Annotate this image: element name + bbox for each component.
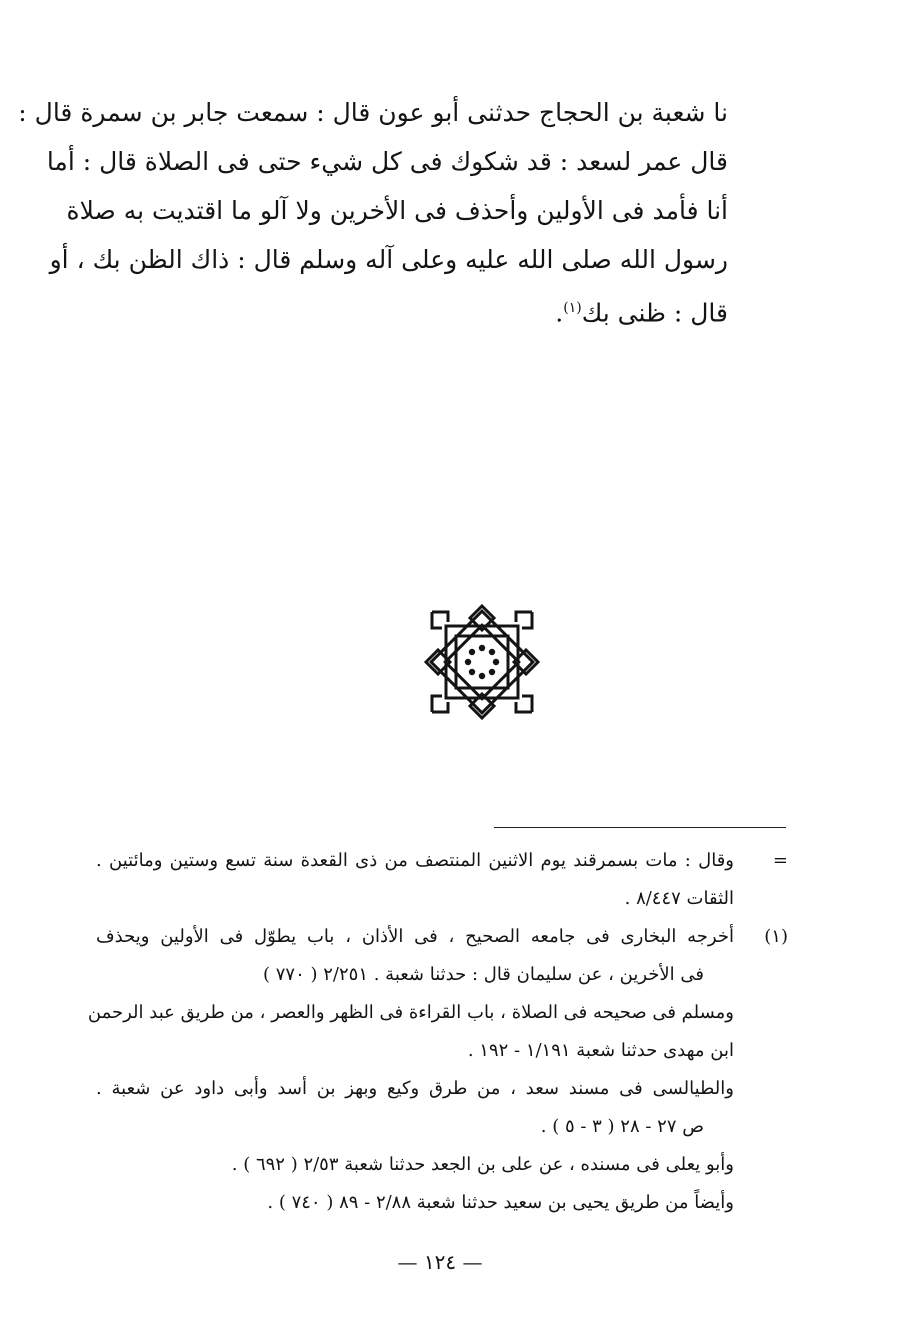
footnote-line [96, 956, 788, 994]
footnote-text: ومسلم فى صحيحه فى الصلاة ، باب القراءة فى الظهر والعصر ، من طريق عبد الرحمن [87, 1002, 734, 1023]
footnote-number: (١) [764, 926, 788, 947]
footnote-text: وقال : مات بسمرقند يوم الاثنين المنتصف من ذى القعدة سنة تسع وستين ومائتين . [96, 850, 734, 871]
main-text-line: أنا فأمد فى الأولين وأحذف فى الأخرين ولا آلو ما اقتديت به صلاة [66, 196, 728, 225]
footnote-text: والطيالسى فى مسند سعد ، من طرق وكيع وبهز بن أسد وأبى داود عن شعبة . [96, 1078, 734, 1099]
footnote-line [96, 1108, 788, 1146]
footnote-line [96, 1032, 788, 1070]
footnote-line [96, 880, 788, 918]
footnote-separator [494, 827, 786, 828]
footnote-text: وأبو يعلى فى مسنده ، عن على بن الجعد حدثنا شعبة ٢/٥٣ ( ٦٩٢ ) . [231, 1154, 734, 1175]
main-text-line: قال : ظنى بك [581, 298, 728, 328]
footnotes-block [87, 842, 788, 1222]
main-text-line: نا شعبة بن الحجاج حدثنى أبو عون قال : سمعت جابر بن سمرة قال : [18, 98, 728, 127]
footnote-text: أخرجه البخارى فى جامعه الصحيح ، فى الأذان ، باب يطوّل فى الأولين ويحذف [96, 926, 734, 947]
end-punctuation: . [555, 298, 564, 328]
footnote-text: الثقات ٨/٤٤٧ . [624, 888, 734, 909]
footnote-line [96, 918, 788, 956]
footnote-text: ابن مهدى حدثنا شعبة ١/١٩١ - ١٩٢ . [467, 1040, 734, 1061]
footnote-text: وأيضاً من طريق يحيى بن سعيد حدثنا شعبة ٢/٨٨ - ٨٩ ( ٧٤٠ ) . [267, 1192, 734, 1213]
footnote-reference[interactable]: (١) [563, 300, 582, 316]
main-text-last-line [100, 284, 728, 333]
footnote-line [96, 1146, 788, 1184]
footnote-line [96, 1184, 788, 1222]
footnote-line [96, 842, 788, 880]
footnote-line [96, 1070, 788, 1108]
main-text-line: قال عمر لسعد : قد شكوك فى كل شيء حتى فى الصلاة قال : أما [46, 147, 728, 176]
main-text-block [18, 88, 728, 333]
footnote-text: فى الأخرين ، عن سليمان قال : حدثنا شعبة . ٢/٢٥١ ( ٧٧٠ ) [263, 964, 704, 985]
geometric-ornament-icon [424, 604, 540, 720]
continuation-mark: = [772, 850, 788, 871]
main-text-line: رسول الله صلى الله عليه وعلى آله وسلم قال : ذاك الظن بك ، أو [49, 245, 728, 274]
footnote-line [87, 994, 788, 1032]
footnote-text: ص ٢٧ - ٢٨ ( ٣ - ٥ ) . [540, 1116, 704, 1137]
page-number: — ١٢٤ — [397, 1250, 483, 1274]
